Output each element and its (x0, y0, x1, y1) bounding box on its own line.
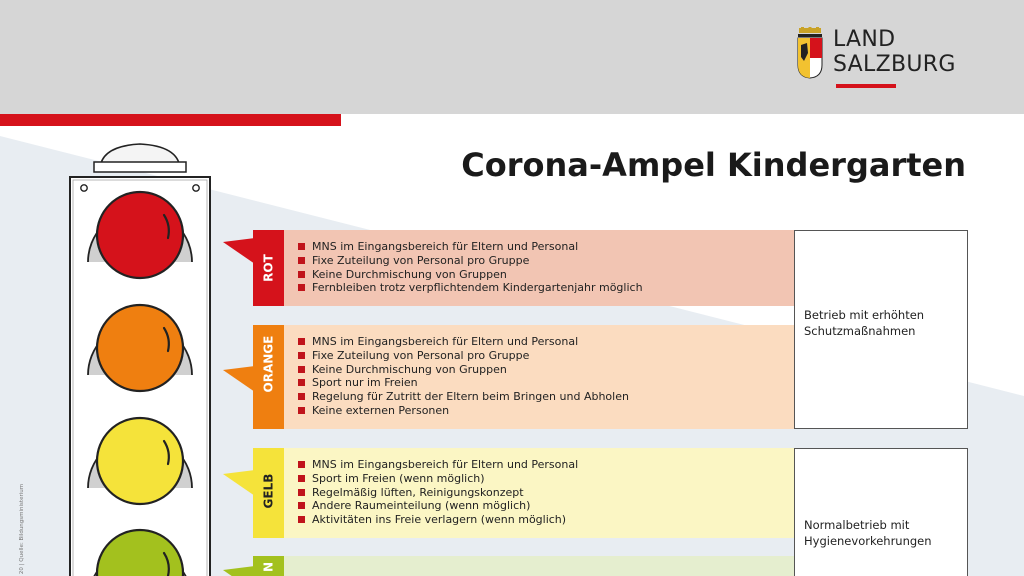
land-salzburg-logo[interactable] (796, 27, 976, 92)
list-item: MNS im Eingangsbereich für Eltern und Personal (298, 335, 794, 349)
side-box-erhoeht (794, 230, 968, 429)
list-item: Regelung für Zutritt der Eltern beim Bringen und Abholen (298, 390, 794, 404)
list-item: Andere Raumeinteilung (wenn möglich) (298, 499, 794, 513)
source-credit-text: 20 | Quelle: Bildungsministerium (19, 483, 25, 575)
side-box-normal (794, 448, 968, 576)
list-item: MNS im Eingangsbereich für Eltern und Personal (298, 240, 794, 254)
list-item: Regelmäßig lüften, Reinigungskonzept (298, 486, 794, 500)
screw-icon (81, 185, 87, 191)
list-item: Keine externen Personen (298, 404, 794, 418)
orange-lamp-icon (97, 305, 183, 391)
level-tag-gelb (253, 448, 284, 538)
level-band-rot (284, 230, 794, 306)
side-box-normal-line1: Normalbetrieb mit (804, 518, 910, 532)
level-label-rot: ROT (261, 254, 276, 282)
side-box-normal-line2: Hygienevorkehrungen (804, 534, 932, 548)
level-tag-rot (253, 230, 284, 306)
list-item: Fernbleiben trotz verpflichtendem Kindergartenjahr möglich (298, 281, 794, 295)
pointer-gruen-icon (223, 566, 255, 576)
level-label-gelb: GELB (261, 473, 276, 509)
pointer-rot-icon (223, 238, 255, 264)
salzburg-crest-icon (796, 27, 824, 79)
logo-line-salzburg: SALZBURG (833, 52, 956, 77)
page-title: Corona-Ampel Kindergarten (461, 146, 966, 184)
list-item: MNS im Eingangsbereich für Eltern und Personal (298, 458, 794, 472)
level-tag-gruen (253, 556, 284, 576)
red-lamp-icon (97, 192, 183, 278)
traffic-light-illustration (60, 140, 230, 576)
side-box-erhoeht-line2: Schutzmaßnahmen (804, 324, 916, 338)
yellow-lamp-icon (97, 418, 183, 504)
list-item: Keine Durchmischung von Gruppen (298, 363, 794, 377)
level-tag-orange (253, 325, 284, 429)
screw-icon (193, 185, 199, 191)
list-item: Fixe Zuteilung von Personal pro Gruppe (298, 254, 794, 268)
list-item: Aktivitäten ins Freie verlagern (wenn möglich) (298, 513, 794, 527)
side-box-erhoeht-line1: Betrieb mit erhöhten (804, 308, 925, 322)
list-item: Keine Durchmischung von Gruppen (298, 268, 794, 282)
logo-wordmark (833, 27, 956, 77)
source-credit (16, 482, 28, 576)
pointer-orange-icon (223, 366, 255, 392)
level-label-gruen: N (261, 561, 276, 573)
header-red-bar (0, 114, 341, 126)
pointer-gelb-icon (223, 470, 255, 496)
logo-underline (836, 84, 896, 88)
level-band-orange (284, 325, 794, 429)
list-item: Sport im Freien (wenn möglich) (298, 472, 794, 486)
logo-line-land: LAND (833, 27, 896, 52)
level-label-orange: ORANGE (261, 335, 276, 393)
list-item: Fixe Zuteilung von Personal pro Gruppe (298, 349, 794, 363)
level-band-gruen (284, 556, 794, 576)
list-item: Sport nur im Freien (298, 376, 794, 390)
level-band-gelb (284, 448, 794, 538)
